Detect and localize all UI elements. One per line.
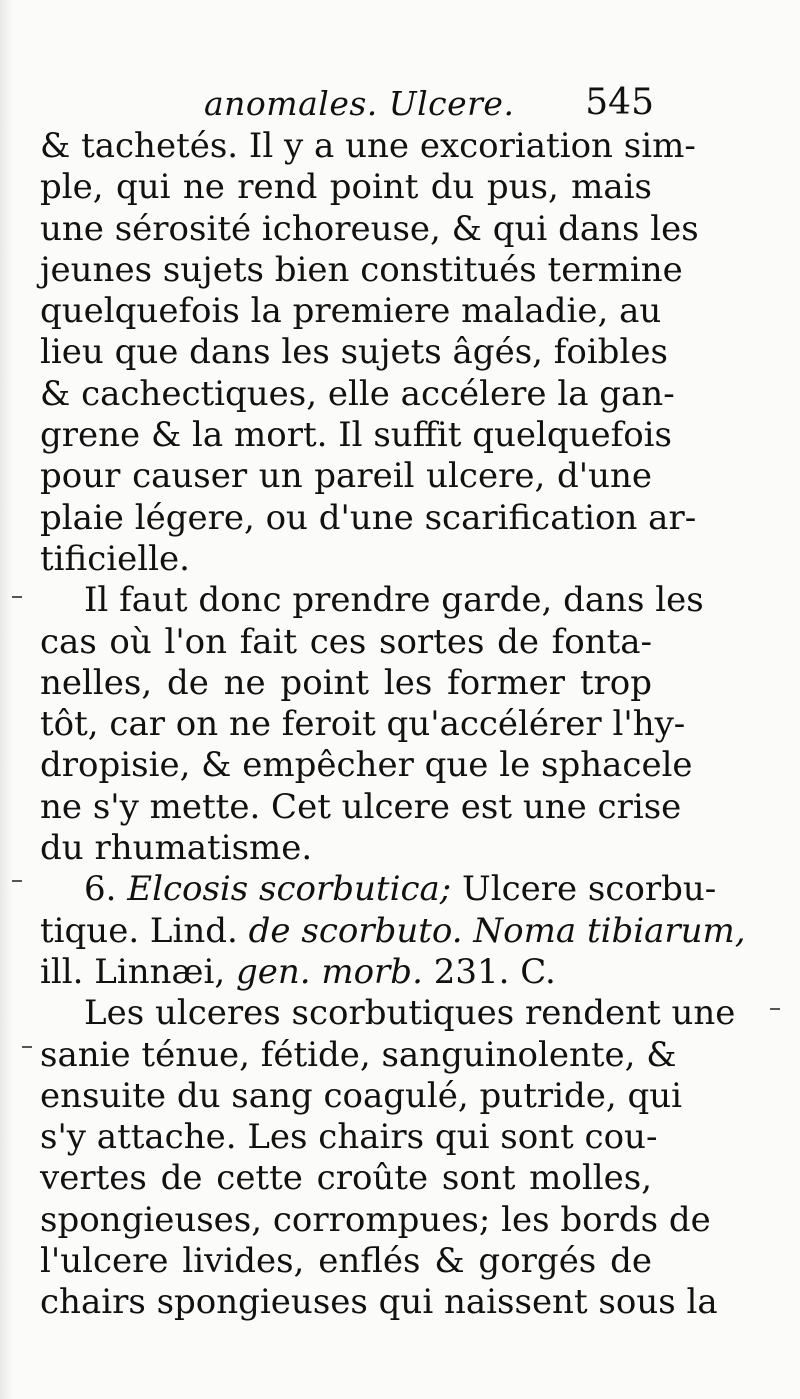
margin-mark [12,596,22,598]
running-title: anomales. Ulcere. [204,84,515,123]
text-line: du rhumatisme. [40,828,313,869]
text-line: vertes de cette croûte sont molles, [40,1158,652,1199]
text-line: cas où l'on fait ces sortes de fonta- [40,621,652,662]
running-head [44,78,654,128]
page-number: 545 [585,82,654,123]
text-line: quelquefois la premiere maladie, au [40,291,662,332]
margin-mark [22,1046,32,1048]
text-line: ne s'y mette. Cet ulcere est une crise [40,786,682,827]
citation-work: de scorbuto. [248,910,463,951]
text-line: & cachectiques, elle accélere la gan- [40,373,675,414]
text-line: plaie légere, ou d'une scarification ar- [40,497,697,538]
paragraph-start-line: Il faut donc prendre garde, dans les [84,580,704,621]
body-text [40,126,746,1324]
text-line: jeunes sujets bien constitués termine [40,249,683,290]
text-line: dropisie, & empêcher que le sphacele [40,745,693,786]
citation-line [40,952,652,993]
text-line: ple, qui ne rend point du pus, mais [40,167,652,208]
disease-name: Ulcere scorbu- [462,869,717,910]
citation-author: ill. Linnæi, [40,951,226,992]
text-line: tôt, car on ne feroit qu'accélérer l'hy- [40,704,686,745]
text-line: tificielle. [40,538,190,579]
citation-reference: 231. C. [433,951,556,992]
disease-term: Elcosis scorbutica; [127,869,452,910]
text-line: chairs spongieuses qui naissent sous la [40,1282,718,1323]
margin-mark [12,880,22,882]
text-line: sanie ténue, fétide, sanguinolente, & [40,1034,677,1075]
text-line: grene & la mort. Il suffit quelquefois [40,415,673,456]
section-heading-line [40,869,717,910]
paragraph-start-line: Les ulceres scorbutiques rendent une [84,993,736,1034]
text-line: l'ulcere livides, enflés & gorgés de [40,1241,652,1282]
text-line: spongieuses, corrompues; les bords de [40,1199,711,1240]
citation-work: gen. morb. [235,951,423,992]
text-line: lieu que dans les sujets âgés, foibles [40,332,668,373]
section-number: 6. [84,869,117,910]
citation-line [40,910,746,952]
citation-author: tique. Lind. [40,910,238,951]
page-gutter-shadow [0,0,12,1399]
margin-mark [770,1008,780,1010]
text-line: & tachetés. Il y a une excoriation sim- [40,126,696,166]
text-line: nelles, de ne point les former trop [40,662,652,703]
text-line: s'y attache. Les chairs qui sont cou- [40,1117,658,1158]
citation-synonym: Noma tibiarum, [473,910,746,951]
text-line: ensuite du sang coagulé, putride, qui [40,1075,683,1116]
text-line: une sérosité ichoreuse, & qui dans les [40,208,699,249]
text-line: pour causer un pareil ulcere, d'une [40,456,652,497]
